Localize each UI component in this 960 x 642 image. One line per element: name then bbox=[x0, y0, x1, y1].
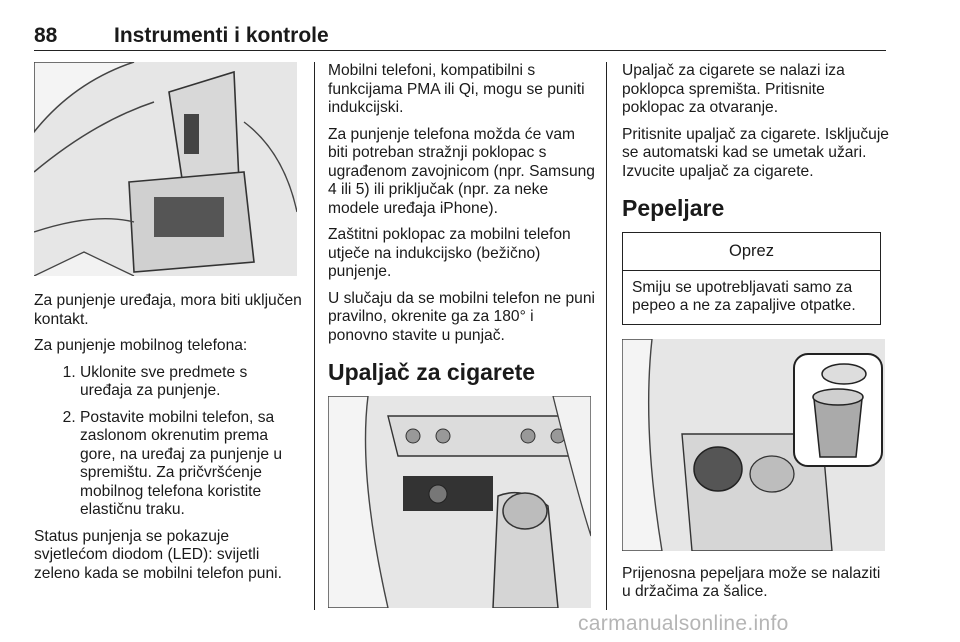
column-divider-left bbox=[314, 62, 315, 610]
paragraph: Za punjenje telefona možda će vam biti potreban stražnji poklopac s ugrađenom zavojnicom (npr. Samsung 4 ili 5) ili priključak (npr. za neke modele uređaja iPhone). bbox=[328, 125, 595, 217]
paragraph: Za punjenje uređaja, mora biti uključen kontakt. bbox=[34, 292, 302, 328]
caution-title: Oprez bbox=[623, 233, 880, 271]
paragraph: U slučaju da se mobilni telefon ne puni pravilno, okrenite ga za 180° i ponovno stavite u punjač. bbox=[328, 289, 595, 344]
paragraph: Prijenosna pepeljara može se nalaziti u držačima za šalice. bbox=[622, 564, 881, 600]
paragraph: Za punjenje mobilnog telefona: bbox=[34, 337, 248, 354]
page-header bbox=[34, 0, 886, 51]
column-divider-right bbox=[606, 62, 607, 610]
caution-box bbox=[622, 232, 881, 325]
section-title: Instrumenti i kontrole bbox=[114, 24, 329, 47]
caution-text: Smiju se upotrebljavati samo za pepeo a ne za zapaljive otpatke. bbox=[632, 278, 856, 314]
column-2 bbox=[328, 62, 596, 608]
paragraph: Upaljač za cigarete se nalazi iza poklopca spremišta. Pritisnite poklopac za otvaranje. bbox=[622, 62, 845, 116]
paragraph: Status punjenja se pokazuje svjetlećom diodom (LED): svijetli zeleno kada se mobilni telefon puni. bbox=[34, 527, 282, 582]
cigarette-lighter-illustration bbox=[328, 396, 591, 608]
section-heading: Pepeljare bbox=[622, 195, 725, 221]
paragraph: Zaštitni poklopac za mobilni telefon utječe na indukcijsko (bežično) punjenje. bbox=[328, 226, 571, 280]
page-number: 88 bbox=[34, 24, 58, 47]
paragraph: Pritisnite upaljač za cigarete. Isključuje se automatski kad se umetak užari. Izvucite upaljač za cigarete. bbox=[622, 125, 889, 180]
steps-list bbox=[34, 364, 302, 520]
paragraph: Mobilni telefoni, kompatibilni s funkcijama PMA ili Qi, mogu se puniti indukcijski. bbox=[328, 62, 585, 116]
wireless-charger-illustration bbox=[34, 62, 297, 276]
list-item: 2. Postavite mobilni telefon, sa zaslonom okrenutim prema gore, na uređaj za punjenje u spremištu. Za pričvršćenje mobilnog telefona koristite elastičnu traku. bbox=[80, 409, 302, 520]
column-3 bbox=[622, 62, 890, 610]
column-1 bbox=[34, 62, 302, 591]
list-item: 1. Uklonite sve predmete s uređaja za punjenje. bbox=[80, 364, 302, 401]
ashtray-illustration bbox=[622, 339, 885, 551]
section-heading: Upaljač za cigarete bbox=[328, 359, 536, 385]
watermark: carmanualsonline.info bbox=[578, 612, 789, 635]
